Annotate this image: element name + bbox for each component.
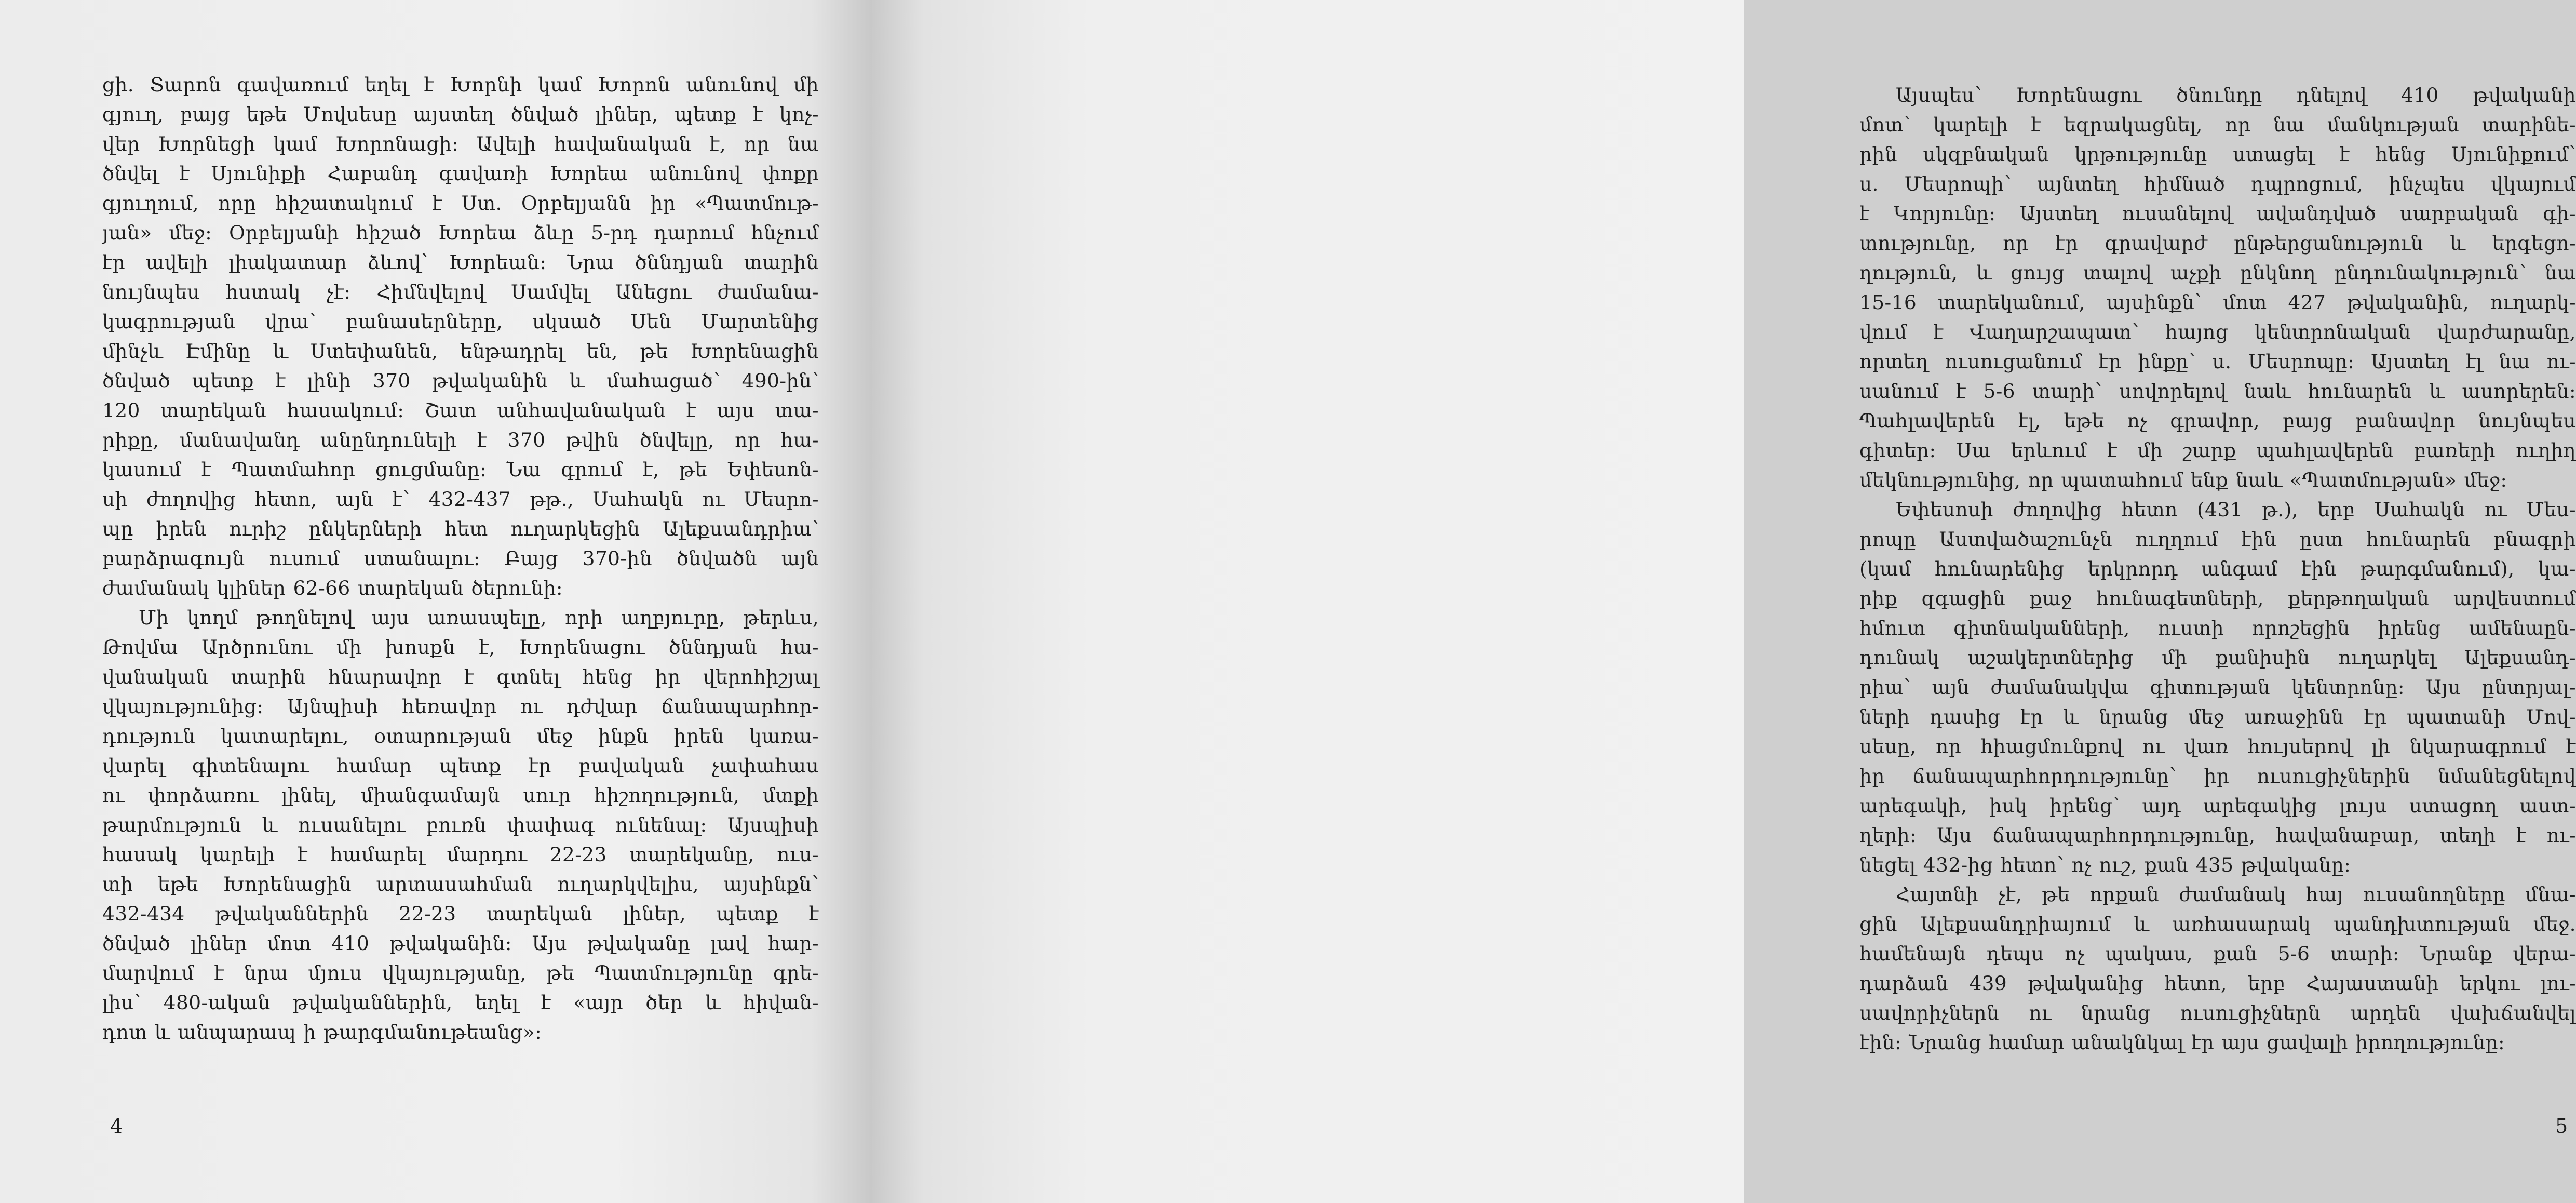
- text-line: սավորիչներն ու նրանց ուսուցիչներն արդեն վախճանվել: [1859, 1001, 2576, 1024]
- text-line: վկայությունից: Այնպիսի հեռավոր ու դժվար ճանապարհոր-: [102, 695, 819, 718]
- text-line: ցին Ալեքսանդրիայում և առհասարակ պանդխտության մեջ.: [1859, 913, 2576, 935]
- text-line: 15-16 տարեկանում, այսինքն՝ մոտ 427 թվականին, ուղարկ-: [1859, 291, 2576, 314]
- text-line: դոտ և անպարապ ի թարգմանութեանց»:: [102, 1021, 542, 1044]
- text-line: բարձրագույն ուսում ստանալու: Բայց 370-ին ծնվածն այն: [102, 547, 819, 570]
- text-line: գիտեր: Սա երևում է մի շարք պահլավերեն բառերի ուղիղ: [1859, 439, 2576, 462]
- text-line: ծնված լիներ մոտ 410 թվականին: Այս թվականը լավ հար-: [102, 932, 819, 955]
- text-line: հմուտ գիտնականների, ուստի որոշեցին իրենց ամենաըն-: [1859, 617, 2576, 639]
- text-line: ս. Մեսրոպի՝ այնտեղ հիմնած դպրոցում, ինչպես վկայում: [1859, 172, 2576, 195]
- text-line: դություն կատարելու, օտարության մեջ ինքն իրեն կառա-: [102, 725, 819, 747]
- text-line: Եփեսոսի ժողովից հետո (431 թ.), երբ Սահակն ու Մես-: [1896, 498, 2576, 521]
- text-line: ծնվել է Սյունիքի Հաբանդ գավառի Խորեա անունով փոքր: [102, 162, 819, 185]
- text-line: կագրության վրա՝ բանասերները, սկսած Սեն Մարտենից: [102, 310, 819, 333]
- text-line: էին: Նրանց համար անակնկալ էր այս ցավալի իրողությունը:: [1859, 1031, 2505, 1054]
- text-line: վում է Վաղարշապատ՝ հայոց կենտրոնական վարժարանը,: [1859, 320, 2576, 343]
- text-line: վեր Խորնեցի կամ Խորոնացի: Ավելի հավանական է, որ նա: [102, 132, 819, 155]
- text-line: գյուղում, որը հիշատակում է Ստ. Օրբելյանն իր «Պատմութ-: [102, 192, 819, 215]
- text-line: Թովմա Արծրունու մի խոսքն է, Խորենացու ծննդյան հա-: [102, 636, 819, 659]
- text-line: ծնված պետք է լինի 370 թվականին և մահացած՝ 490-ին՝: [102, 369, 819, 392]
- text-line: Հայտնի չէ, թե որքան ժամանակ հայ ուսանողները մնա-: [1896, 883, 2576, 906]
- text-line: վանական տարին հնարավոր է գտնել հենց իր վերոհիշյալ: [102, 665, 819, 688]
- text-line: րոպը Աստվածաշունչն ուղղում էին ըստ հունարեն բնագրի: [1859, 528, 2576, 551]
- text-line: նույնպես հստակ չէ: Հիմնվելով Սամվել Անեցու ժամանա-: [102, 280, 819, 303]
- text-line: սանում է 5-6 տարի՝ սովորելով նաև հունարեն և ասորերեն:: [1859, 380, 2576, 403]
- text-line: 120 տարեկան հասակում: Շատ անհավանական է այս տա-: [102, 399, 819, 422]
- text-line: լիս՝ 480-ական թվականներին, եղել է «այր ծեր և հիվան-: [102, 991, 819, 1014]
- text-line: մոտ՝ կարելի է եզրակացնել, որ նա մանկության տարինե-: [1859, 113, 2576, 136]
- text-line: մինչև Էմինը և Ստեփանեն, ենթադրել են, թե Խորենացին: [102, 340, 819, 363]
- text-line: էր ավելի լիակատար ձևով՝ Խորեան: Նրա ծննդյան տարին: [102, 251, 819, 274]
- text-line: ղություն, և ցույց տալով աչքի ընկնող ընդունակություն՝ նա: [1859, 261, 2576, 284]
- text-line: վարել գիտենալու համար պետք էր բավական չափահաս: [102, 754, 819, 777]
- text-line: արեգակի, իսկ իրենց՝ այդ արեգակից լույս ստացող աստ-: [1859, 794, 2576, 817]
- text-line: Մի կողմ թողնելով այս առասպելը, որի աղբյուրը, թերևս,: [139, 606, 819, 629]
- text-line: մեկնությունից, որ պատահում ենք նաև «Պատմության» մեջ:: [1859, 469, 2507, 491]
- text-line: րիա՝ այն ժամանակվա գիտության կենտրոնը: Այս ընտրյալ-: [1859, 676, 2576, 699]
- left-page-number: 4: [110, 1115, 123, 1138]
- text-line: 432-434 թվականներին 22-23 տարեկան լիներ, պետք է: [102, 902, 819, 925]
- right-page-number: 5: [2555, 1115, 2568, 1138]
- text-line: Պահլավերեն էլ, եթե ոչ գրավոր, բայց բանավոր նույնպես: [1859, 409, 2576, 432]
- text-line: ժամանակ կլիներ 62-66 տարեկան ծերունի:: [102, 577, 563, 599]
- text-line: է Կորյունը: Այստեղ ուսանելով ավանդված սարբական գի-: [1859, 202, 2576, 225]
- left-page-text: [102, 70, 819, 1047]
- text-line: Այսպես՝ Խորենացու ծնունդը դնելով 410 թվականի: [1896, 84, 2576, 106]
- text-line: պը իրեն ուրիշ ընկերների հետ ուղարկեցին Ալեքսանդրիա՝: [102, 517, 819, 540]
- text-line: տի եթե Խորենացին արտասահման ուղարկվելիս, այսինքն՝: [102, 873, 819, 895]
- text-line: յան» մեջ: Օրբելյանի հիշած Խորեա ձևը 5-րդ դարում հնչում: [102, 221, 819, 244]
- text-line: դարձան 439 թվականից հետո, երբ Հայաստանի երկու լու-: [1859, 972, 2576, 995]
- text-line: մարվում է նրա մյուս վկայությանը, թե Պատմությունը գրե-: [102, 961, 819, 984]
- text-line: իր ճանապարհորդությունը՝ իր ուսուցիչներին նմանեցնելով: [1859, 765, 2576, 787]
- text-line: որտեղ ուսուցանում էր ինքը՝ ս. Մեսրոպը: Այստեղ էլ նա ու-: [1859, 350, 2576, 373]
- text-line: ների դասից էր և նրանց մեջ առաջինն էր պատանի Մով-: [1859, 705, 2576, 728]
- text-line: թարմություն և ուսանելու բուռն փափագ ունենալ: Այսպիսի: [102, 813, 819, 836]
- text-line: հասակ կարելի է համարել մարդու 22-23 տարեկանը, ուս-: [102, 843, 819, 866]
- text-line: րիք զգացին քաջ հունագետների, քերթողական արվեստում: [1859, 587, 2576, 610]
- right-page-text: [1859, 81, 2576, 1058]
- text-line: դունակ աշակերտներից մի քանիսին ուղարկել Ալեքսանդ-: [1859, 646, 2576, 669]
- text-line: սեսը, որ հիացմունքով ու վառ հույսերով լի նկարագրում է: [1859, 735, 2576, 758]
- text-line: ցի. Տարոն գավառում եղել է Խորնի կամ Խորոն անունով մի: [102, 73, 819, 96]
- text-line: րիքը, մանավանդ անընդունելի է 370 թվին ծնվելը, որ հա-: [102, 429, 819, 451]
- text-line: (կամ հունարենից երկրորդ անգամ էին թարգմանում), կա-: [1859, 557, 2576, 580]
- text-line: ու փորձառու լինել, միանգամայն սուր հիշողություն, մտքի: [102, 784, 819, 807]
- text-line: կասում է Պատմահոր ցուցմանը: Նա գրում է, թե Եփեսոն-: [102, 458, 819, 481]
- left-page: [0, 0, 872, 1203]
- text-line: տությունը, որ էր գրավարժ ընթերցանություն և երգեցո-: [1859, 232, 2576, 255]
- text-line: նեցել 432-ից հետո՝ ոչ ուշ, քան 435 թվականը:: [1859, 853, 2351, 876]
- text-line: ղերի: Այս ճանապարհորդությունը, հավանաբար, տեղի է ու-: [1859, 824, 2576, 847]
- text-line: րին սկզբնական կրթությունը ստացել է հենց Սյունիքում՝: [1859, 143, 2576, 166]
- text-line: համենայն դեպս ոչ պակաս, քան 5-6 տարի: Նրանք վերա-: [1859, 942, 2576, 965]
- text-line: գյուղ, բայց եթե Մովսեսը այստեղ ծնված լիներ, պետք է կոչ-: [102, 103, 819, 126]
- text-line: սի ժողովից հետո, այն է՝ 432-437 թթ., Սահակն ու Մեսրո-: [102, 488, 819, 511]
- right-page: [872, 0, 2576, 1203]
